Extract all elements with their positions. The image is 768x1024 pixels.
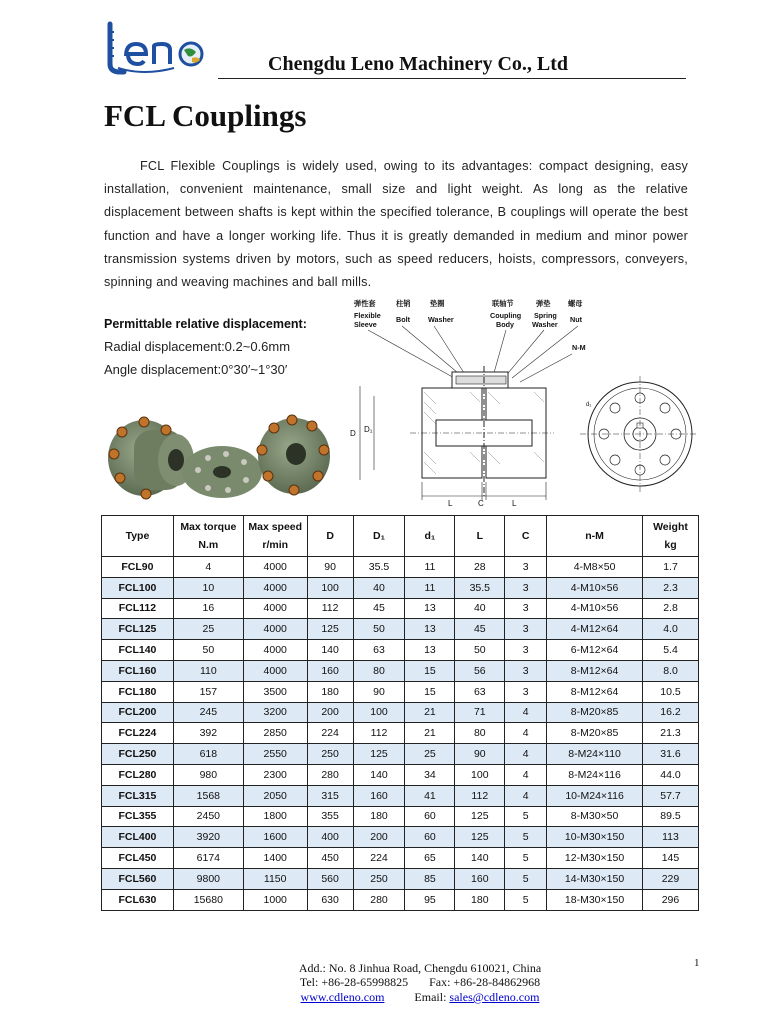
label-nut-cn: 螺母 — [568, 299, 583, 308]
table-cell: 450 — [307, 848, 353, 869]
column-header-label: L — [476, 530, 483, 542]
type-cell: FCL315 — [102, 785, 174, 806]
page-title: FCL Couplings — [104, 98, 307, 133]
table-cell: 125 — [455, 827, 505, 848]
label-nm: N-M — [572, 343, 586, 352]
table-row — [102, 681, 699, 702]
spec-table — [101, 515, 699, 911]
type-cell: FCL180 — [102, 681, 174, 702]
table-cell: 4000 — [243, 619, 307, 640]
column-header — [353, 516, 405, 557]
table-cell: 180 — [307, 681, 353, 702]
column-header-label: Max torque — [180, 521, 237, 533]
type-cell: FCL160 — [102, 660, 174, 681]
column-header — [243, 516, 307, 557]
table-cell: 4000 — [243, 557, 307, 578]
table-cell: 1000 — [243, 889, 307, 910]
table-cell: 4 — [505, 764, 547, 785]
table-cell: 5 — [505, 827, 547, 848]
table-cell: 224 — [307, 723, 353, 744]
footer-fax: Fax: +86-28-84862968 — [429, 975, 541, 989]
table-cell: 15680 — [173, 889, 243, 910]
company-name: Chengdu Leno Machinery Co., Ltd — [268, 53, 569, 75]
table-cell: 250 — [307, 744, 353, 765]
table-cell: 41 — [405, 785, 455, 806]
label-body-en2: Body — [496, 320, 514, 329]
table-cell: 392 — [173, 723, 243, 744]
table-cell: 160 — [455, 868, 505, 889]
table-cell: 25 — [405, 744, 455, 765]
table-cell: 1600 — [243, 827, 307, 848]
logo-lettering: leno — [104, 18, 106, 19]
column-header-label: n-M — [585, 530, 604, 542]
angle-displacement: Angle displacement:0°30′~1°30′ — [104, 362, 288, 377]
table-row — [102, 868, 699, 889]
table-cell: 157 — [173, 681, 243, 702]
column-header-label: D₁ — [373, 530, 385, 542]
table-cell: 200 — [353, 827, 405, 848]
table-row — [102, 640, 699, 661]
table-cell: 2550 — [243, 744, 307, 765]
table-cell: 50 — [173, 640, 243, 661]
coupling-photo — [104, 410, 332, 500]
type-cell: FCL140 — [102, 640, 174, 661]
table-cell: 113 — [642, 827, 698, 848]
table-cell: 3 — [505, 640, 547, 661]
table-cell: 980 — [173, 764, 243, 785]
label-nut-en: Nut — [570, 315, 582, 324]
table-cell: 224 — [353, 848, 405, 869]
table-cell: 3 — [505, 557, 547, 578]
label-body-cn: 联轴节 — [492, 299, 514, 308]
table-cell: 31.6 — [642, 744, 698, 765]
type-cell: FCL630 — [102, 889, 174, 910]
table-cell: 112 — [307, 598, 353, 619]
column-header — [173, 516, 243, 557]
footer-address: Add.: No. 8 Jinhua Road, Chengdu 610021, China — [298, 961, 542, 975]
table-cell: 5 — [505, 806, 547, 827]
table-cell: 45 — [353, 598, 405, 619]
column-header-unit: N.m — [198, 539, 219, 551]
table-cell: 80 — [455, 723, 505, 744]
table-cell: 90 — [455, 744, 505, 765]
table-cell: 71 — [455, 702, 505, 723]
table-cell: 6174 — [173, 848, 243, 869]
table-cell: 85 — [405, 868, 455, 889]
table-row — [102, 723, 699, 744]
table-cell: 8-M30×50 — [547, 806, 643, 827]
table-cell: 4000 — [243, 598, 307, 619]
table-cell: 13 — [405, 640, 455, 661]
table-row — [102, 764, 699, 785]
table-cell: 60 — [405, 806, 455, 827]
table-cell: 4 — [505, 723, 547, 744]
table-cell: 400 — [307, 827, 353, 848]
table-cell: 5.4 — [642, 640, 698, 661]
table-cell: 229 — [642, 868, 698, 889]
table-cell: 90 — [353, 681, 405, 702]
table-cell: 11 — [405, 577, 455, 598]
dim-d: D — [350, 429, 356, 438]
table-cell: 2300 — [243, 764, 307, 785]
label-body-en1: Coupling — [490, 311, 522, 320]
table-cell: 2.3 — [642, 577, 698, 598]
table-cell: 60 — [405, 827, 455, 848]
table-cell: 1.7 — [642, 557, 698, 578]
table-cell: 13 — [405, 598, 455, 619]
table-cell: 2450 — [173, 806, 243, 827]
table-cell: 180 — [455, 889, 505, 910]
table-cell: 5 — [505, 848, 547, 869]
table-cell: 296 — [642, 889, 698, 910]
table-cell: 3 — [505, 598, 547, 619]
table-cell: 140 — [455, 848, 505, 869]
column-header — [642, 516, 698, 557]
table-cell: 112 — [455, 785, 505, 806]
table-row — [102, 598, 699, 619]
table-cell: 4 — [505, 744, 547, 765]
dim-l-left: L — [448, 499, 453, 508]
table-cell: 180 — [353, 806, 405, 827]
dim-c: C — [478, 499, 484, 508]
table-cell: 140 — [353, 764, 405, 785]
column-header-label: C — [521, 530, 530, 542]
column-header — [307, 516, 353, 557]
column-header — [547, 516, 643, 557]
label-spring-en2: Washer — [532, 320, 558, 329]
table-cell: 250 — [353, 868, 405, 889]
table-cell: 315 — [307, 785, 353, 806]
table-row — [102, 889, 699, 910]
table-cell: 45 — [455, 619, 505, 640]
table-cell: 5 — [505, 868, 547, 889]
dim-d1-small: d₁ — [586, 402, 592, 408]
table-cell: 160 — [307, 660, 353, 681]
table-cell: 2850 — [243, 723, 307, 744]
dim-l-right: L — [512, 499, 517, 508]
type-cell: FCL100 — [102, 577, 174, 598]
table-cell: 4-M10×56 — [547, 598, 643, 619]
table-cell: 2.8 — [642, 598, 698, 619]
column-header-label: Max speed — [248, 521, 303, 533]
column-header — [505, 516, 547, 557]
table-cell: 63 — [353, 640, 405, 661]
table-cell: 4 — [173, 557, 243, 578]
type-cell: FCL560 — [102, 868, 174, 889]
table-cell: 3 — [505, 660, 547, 681]
table-row — [102, 660, 699, 681]
table-cell: 618 — [173, 744, 243, 765]
table-cell: 10.5 — [642, 681, 698, 702]
radial-displacement: Radial displacement:0.2~0.6mm — [104, 339, 291, 354]
email-link[interactable]: sales@cdleno.com — [449, 990, 540, 1004]
table-cell: 125 — [307, 619, 353, 640]
label-sleeve-en2: Sleeve — [354, 320, 377, 329]
table-header-row — [102, 516, 699, 557]
type-cell: FCL112 — [102, 598, 174, 619]
type-cell: FCL450 — [102, 848, 174, 869]
table-cell: 56 — [455, 660, 505, 681]
table-cell: 35.5 — [353, 557, 405, 578]
table-cell: 50 — [455, 640, 505, 661]
type-cell: FCL224 — [102, 723, 174, 744]
table-cell: 4 — [505, 702, 547, 723]
table-cell: 3 — [505, 577, 547, 598]
table-cell: 4000 — [243, 640, 307, 661]
table-cell: 57.7 — [642, 785, 698, 806]
table-cell: 8-M12×64 — [547, 660, 643, 681]
table-cell: 4-M10×56 — [547, 577, 643, 598]
page-number: 1 — [694, 957, 700, 969]
column-header-label: d₁ — [424, 530, 436, 542]
table-cell: 63 — [455, 681, 505, 702]
table-row — [102, 827, 699, 848]
type-cell: FCL200 — [102, 702, 174, 723]
table-cell: 1568 — [173, 785, 243, 806]
table-cell: 15 — [405, 681, 455, 702]
table-cell: 11 — [405, 557, 455, 578]
table-cell: 65 — [405, 848, 455, 869]
table-cell: 6-M12×64 — [547, 640, 643, 661]
table-cell: 1800 — [243, 806, 307, 827]
footer-tel: Tel: +86-28-65998825 — [299, 975, 409, 989]
table-cell: 280 — [353, 889, 405, 910]
footer-phone — [200, 975, 640, 990]
table-cell: 280 — [307, 764, 353, 785]
table-cell: 25 — [173, 619, 243, 640]
table-cell: 3200 — [243, 702, 307, 723]
type-cell: FCL400 — [102, 827, 174, 848]
table-cell: 90 — [307, 557, 353, 578]
dim-d1: D₁ — [364, 425, 373, 434]
table-cell: 8.0 — [642, 660, 698, 681]
table-cell: 560 — [307, 868, 353, 889]
table-cell: 10 — [173, 577, 243, 598]
displacement-heading: Permittable relative displacement: — [104, 317, 307, 331]
label-bolt-cn: 柱销 — [396, 299, 411, 308]
type-cell: FCL125 — [102, 619, 174, 640]
table-cell: 9800 — [173, 868, 243, 889]
table-cell: 4000 — [243, 660, 307, 681]
table-cell: 40 — [353, 577, 405, 598]
table-cell: 110 — [173, 660, 243, 681]
table-cell: 21 — [405, 723, 455, 744]
table-cell: 100 — [307, 577, 353, 598]
table-cell: 12-M30×150 — [547, 848, 643, 869]
type-cell: FCL250 — [102, 744, 174, 765]
table-row — [102, 619, 699, 640]
column-header — [102, 516, 174, 557]
table-cell: 8-M12×64 — [547, 681, 643, 702]
table-cell: 160 — [353, 785, 405, 806]
type-cell: FCL90 — [102, 557, 174, 578]
table-cell: 355 — [307, 806, 353, 827]
table-cell: 16 — [173, 598, 243, 619]
column-header-label: Weight — [653, 521, 688, 533]
type-cell: FCL280 — [102, 764, 174, 785]
table-cell: 14-M30×150 — [547, 868, 643, 889]
table-cell: 4000 — [243, 577, 307, 598]
table-cell: 112 — [353, 723, 405, 744]
column-header-unit: kg — [664, 539, 677, 551]
table-cell: 2050 — [243, 785, 307, 806]
website-link[interactable]: www.cdleno.com — [300, 990, 385, 1004]
table-cell: 1400 — [243, 848, 307, 869]
table-cell: 21 — [405, 702, 455, 723]
table-cell: 3 — [505, 681, 547, 702]
table-row — [102, 702, 699, 723]
footer-links — [200, 990, 640, 1005]
column-header — [455, 516, 505, 557]
intro-paragraph: FCL Flexible Couplings is widely used, owing to its advantages: compact designing, easy installation, convenient maintenance, small size and light weight. As long as the relative displacement between shafts is kept within the specified tolerance, B couplings will operate the best function and have a longer working life. Thus it is greatly demanded in medium and minor power transmission systems driven by motors, such as speed reducers, hoists, compressors, conveyers, spinning and weaving machines and ball mills. — [104, 159, 688, 290]
table-cell: 8-M20×85 — [547, 723, 643, 744]
table-row — [102, 806, 699, 827]
table-cell: 245 — [173, 702, 243, 723]
table-cell: 10-M24×116 — [547, 785, 643, 806]
email-label: Email: — [414, 990, 447, 1004]
table-cell: 15 — [405, 660, 455, 681]
table-cell: 8-M20×85 — [547, 702, 643, 723]
table-cell: 125 — [455, 806, 505, 827]
table-row — [102, 577, 699, 598]
table-cell: 4-M8×50 — [547, 557, 643, 578]
column-header-label: Type — [125, 530, 150, 542]
label-bolt-en: Bolt — [396, 315, 410, 324]
table-cell: 28 — [455, 557, 505, 578]
table-cell: 5 — [505, 889, 547, 910]
table-row — [102, 744, 699, 765]
table-cell: 80 — [353, 660, 405, 681]
leno-logo — [104, 18, 216, 78]
table-cell: 4-M12×64 — [547, 619, 643, 640]
label-sleeve-en1: Flexible — [354, 311, 381, 320]
table-cell: 140 — [307, 640, 353, 661]
table-cell: 10-M30×150 — [547, 827, 643, 848]
column-header-label: D — [326, 530, 334, 542]
type-cell: FCL355 — [102, 806, 174, 827]
table-cell: 630 — [307, 889, 353, 910]
label-sleeve-cn: 弹性套 — [354, 299, 376, 308]
table-cell: 125 — [353, 744, 405, 765]
table-row — [102, 785, 699, 806]
label-spring-en1: Spring — [534, 311, 557, 320]
table-cell: 200 — [307, 702, 353, 723]
table-cell: 8-M24×116 — [547, 764, 643, 785]
table-cell: 35.5 — [455, 577, 505, 598]
table-cell: 4.0 — [642, 619, 698, 640]
table-cell: 34 — [405, 764, 455, 785]
table-row — [102, 557, 699, 578]
table-cell: 89.5 — [642, 806, 698, 827]
table-cell: 18-M30×150 — [547, 889, 643, 910]
column-header — [405, 516, 455, 557]
label-spring-cn: 弹垫 — [536, 299, 551, 308]
column-header-unit: r/min — [262, 539, 289, 551]
table-cell: 13 — [405, 619, 455, 640]
table-cell: 3500 — [243, 681, 307, 702]
table-row — [102, 848, 699, 869]
label-washer-en: Washer — [428, 315, 454, 324]
table-cell: 16.2 — [642, 702, 698, 723]
table-cell: 8-M24×110 — [547, 744, 643, 765]
table-cell: 1150 — [243, 868, 307, 889]
table-cell: 100 — [455, 764, 505, 785]
table-cell: 40 — [455, 598, 505, 619]
table-cell: 3 — [505, 619, 547, 640]
table-cell: 3920 — [173, 827, 243, 848]
table-cell: 95 — [405, 889, 455, 910]
table-cell: 4 — [505, 785, 547, 806]
table-cell: 50 — [353, 619, 405, 640]
table-cell: 100 — [353, 702, 405, 723]
coupling-drawing — [340, 296, 696, 510]
table-cell: 44.0 — [642, 764, 698, 785]
header-rule — [218, 78, 686, 79]
table-cell: 21.3 — [642, 723, 698, 744]
table-cell: 145 — [642, 848, 698, 869]
label-washer-cn: 垫圈 — [430, 299, 445, 308]
